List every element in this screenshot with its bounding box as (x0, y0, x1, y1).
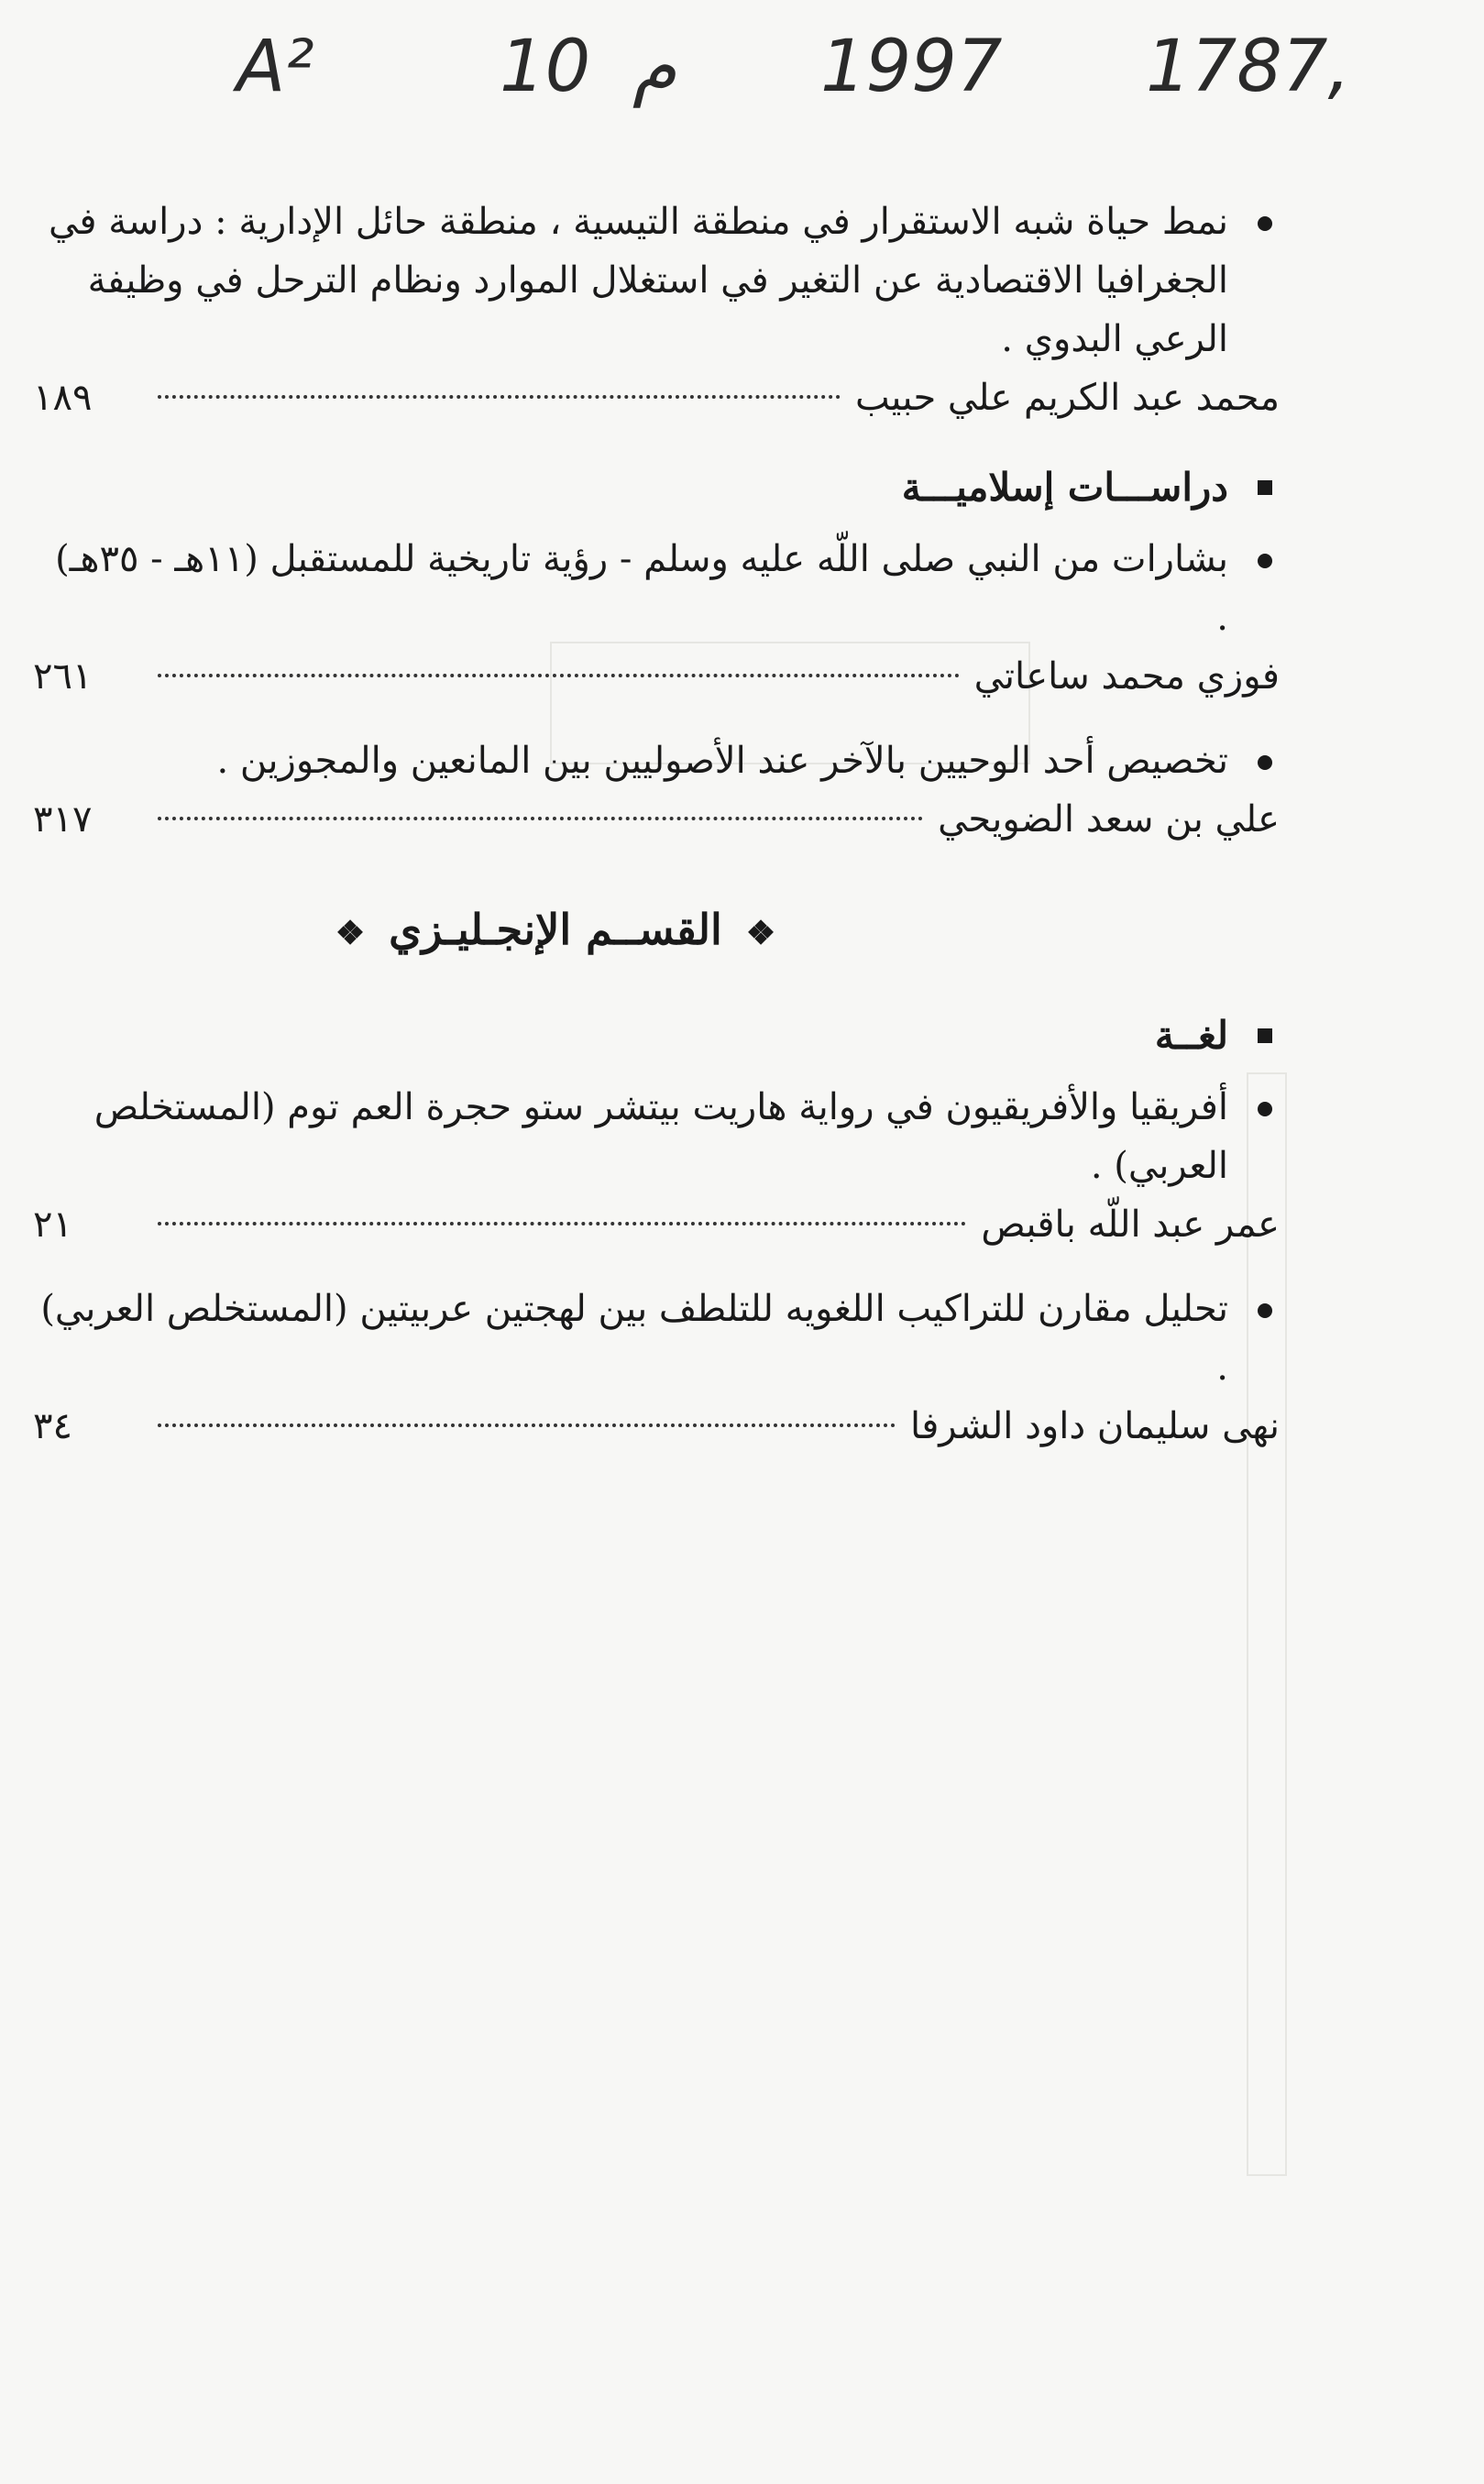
handwritten-annotation (0, 26, 1484, 136)
entry-page-number: ٣١٧ (33, 798, 93, 841)
toc-entry (33, 1078, 1280, 1254)
entry-author-line (33, 1195, 1280, 1254)
entry-author: علي بن سعد الضويحي (938, 798, 1280, 841)
toc-entry (33, 1280, 1280, 1456)
section-heading-language: لغــة (33, 1006, 1280, 1065)
toc-entry (33, 192, 1280, 427)
leader-dots (158, 817, 923, 820)
part-heading-text: القســم الإنجـليـزي (389, 905, 722, 954)
section-heading-islamic-studies: دراســـات إسلاميـــة (33, 458, 1280, 517)
entry-author-line (33, 790, 1280, 849)
entry-author-line (33, 1397, 1280, 1456)
handwritten-ref: 1787, (1146, 26, 1351, 108)
entry-page-number: ٢١ (33, 1204, 72, 1246)
entry-author: فوزي محمد ساعاتي (973, 655, 1280, 698)
entry-author: نهى سليمان داود الشرفا (910, 1405, 1280, 1447)
leader-dots (158, 1423, 896, 1427)
entry-title: تخصيص أحد الوحيين بالآخر عند الأصوليين بين المانعين والمجوزين . (33, 731, 1280, 790)
leader-dots (158, 395, 841, 399)
entry-author: عمر عبد اللّه باقبص (981, 1204, 1280, 1246)
entry-author-line (33, 647, 1280, 706)
entry-page-number: ٣٤ (33, 1405, 72, 1447)
entry-author-line (33, 368, 1280, 427)
ornament-icon: ❖ (335, 914, 366, 952)
toc-entry (33, 731, 1280, 849)
leader-dots (158, 1222, 966, 1226)
entry-title: أفريقيا والأفريقيون في رواية هاريت بيتشر ستو حجرة العم توم (المستخلص العربي) . (33, 1078, 1280, 1195)
entry-page-number: ٢٦١ (33, 655, 93, 698)
handwritten-10: 10 (500, 26, 591, 108)
leader-dots (158, 674, 960, 677)
toc-entry (33, 530, 1280, 706)
table-of-contents (33, 192, 1280, 1481)
handwritten-m: م (632, 26, 677, 108)
ornament-icon: ❖ (745, 914, 776, 952)
entry-title: بشارات من النبي صلى اللّه عليه وسلم - رؤية تاريخية للمستقبل (١١هـ - ٣٥هـ) . (33, 530, 1280, 647)
entry-title: تحليل مقارن للتراكيب اللغويه للتلطف بين لهجتين عربيتين (المستخلص العربي) . (33, 1280, 1280, 1397)
part-heading-english-section (33, 900, 1280, 962)
entry-title: نمط حياة شبه الاستقرار في منطقة التيسية ، منطقة حائل الإدارية : دراسة في الجغرافيا الاقتصادية عن التغير في استغلال الموارد ونظام الترحل في وظيفة الرعي البدوي . (33, 192, 1280, 368)
entry-author: محمد عبد الكريم علي حبيب (855, 377, 1280, 419)
entry-page-number: ١٨٩ (33, 377, 93, 419)
handwritten-a2: A² (236, 26, 314, 108)
handwritten-year: 1997 (820, 26, 1003, 108)
